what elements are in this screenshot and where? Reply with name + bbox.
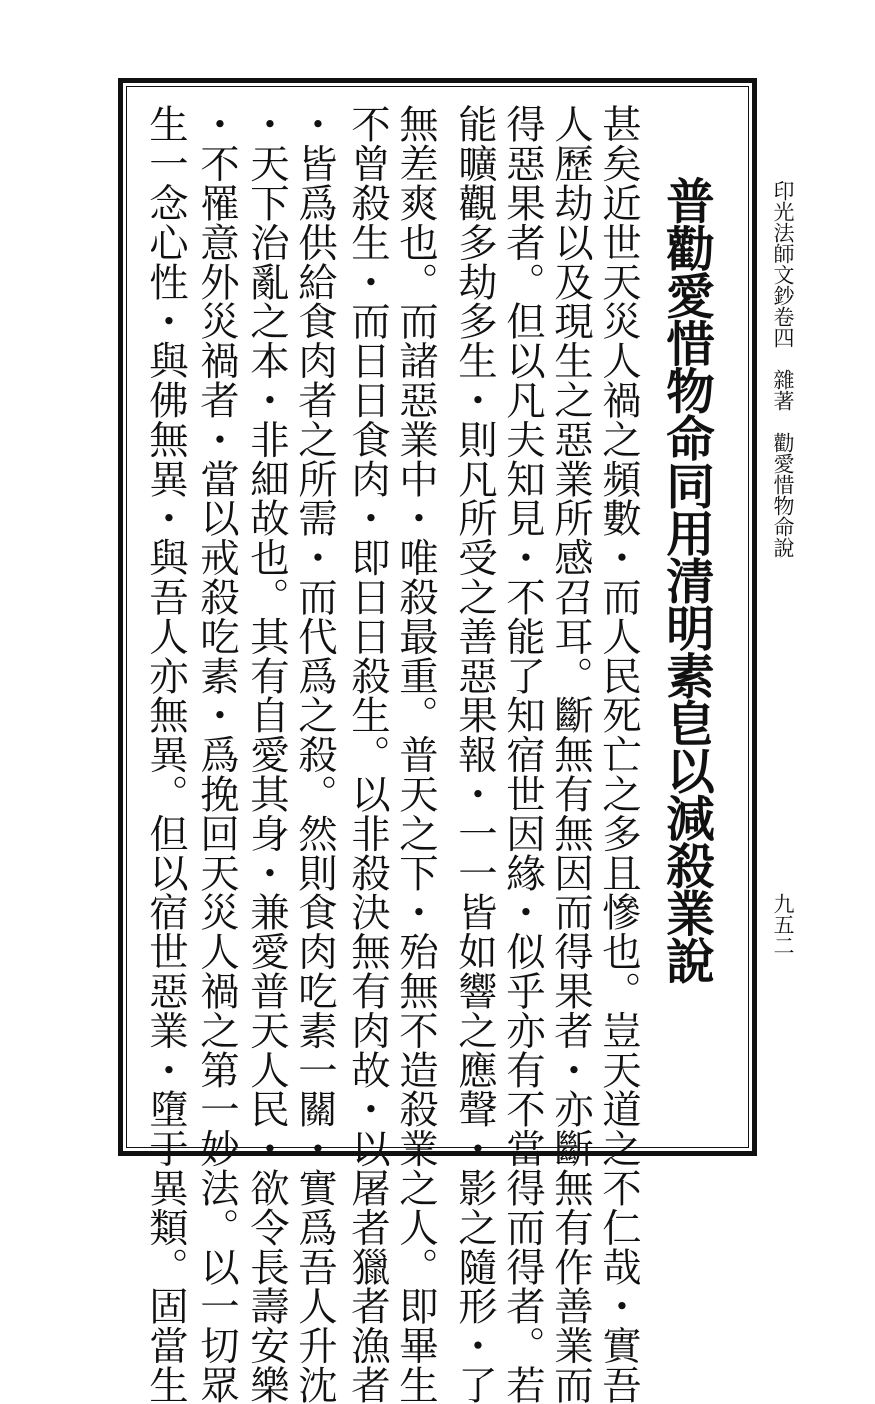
text-column: 生一念心性・與佛無異・與吾人亦無異。但以宿世惡業・墮于異類。固當生 — [143, 104, 189, 1404]
text-column: 能曠觀多劫多生・則凡所受之善惡果報・一一皆如響之應聲・影之隨形・了 — [452, 104, 498, 1404]
text-column: 甚矣近世天災人禍之頻數・而人民死亡之多且慘也。豈天道之不仁哉・實吾 — [596, 104, 642, 1404]
text-column: ・皆爲供給食肉者之所需・而代爲之殺。然則食肉吃素一關・實爲吾人升沈 — [292, 104, 338, 1404]
running-header: 印光法師文鈔卷四 雜著 勸愛惜物命說 — [771, 180, 795, 558]
page-number: 九五二 — [771, 893, 795, 956]
text-column: ・不罹意外災禍者・當以戒殺吃素・爲挽回天災人禍之第一妙法。以一切眾 — [194, 104, 240, 1404]
text-column: 不曾殺生・而日日食肉・即日日殺生。以非殺決無有肉故・以屠者獵者漁者 — [345, 104, 391, 1404]
text-column: 無差爽也。而諸惡業中・唯殺最重。普天之下・殆無不造殺業之人。即畢生 — [393, 104, 439, 1404]
text-column: ・天下治亂之本・非細故也。其有自愛其身・兼愛普天人民・欲令長壽安樂 — [244, 104, 290, 1404]
text-column: 得惡果者。但以凡夫知見・不能了知宿世因緣・似乎亦有不當得而得者。若 — [500, 104, 546, 1404]
article-title: 普勸愛惜物命同用清明素皀以減殺業說 — [657, 176, 715, 984]
text-column: 人歷劫以及現生之惡業所感召耳。斷無有無因而得果者・亦斷無有作善業而 — [548, 104, 594, 1404]
